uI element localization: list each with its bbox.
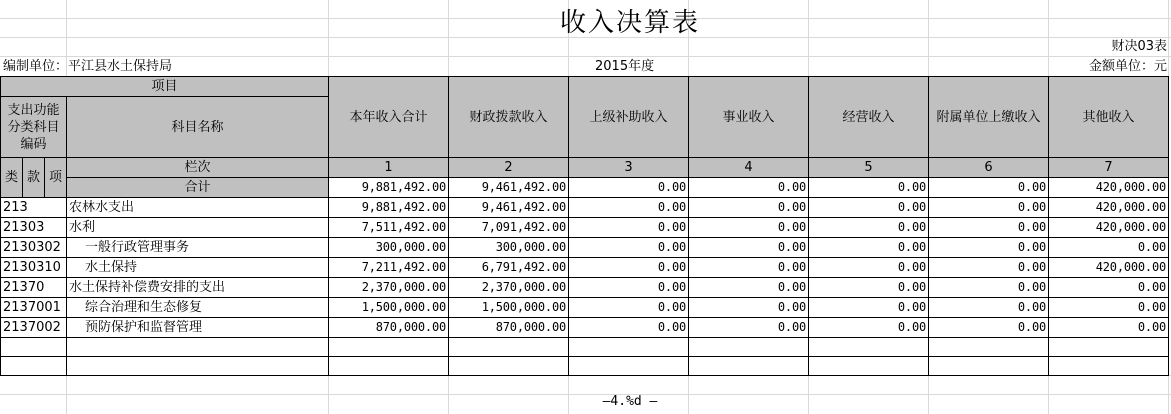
grid-row-line — [0, 56, 1171, 57]
amount-cell: 1,500,000.00 — [329, 298, 449, 318]
amount-cell: 0.00 — [689, 258, 809, 278]
subject-code: 21370 — [1, 278, 67, 298]
subject-name: 水土保持 — [67, 258, 329, 278]
total-cell: 420,000.00 — [1049, 178, 1169, 198]
amount-cell: 870,000.00 — [329, 318, 449, 338]
income-table — [0, 76, 1169, 376]
header-row-order: 栏次 — [67, 158, 329, 178]
amount-cell: 0.00 — [569, 298, 689, 318]
amount-cell: 0.00 — [569, 218, 689, 238]
amount-cell: 0.00 — [809, 318, 929, 338]
col-header-2: 财政拨款收入 — [449, 77, 569, 158]
amount-cell: 0.00 — [689, 238, 809, 258]
amount-cell: 420,000.00 — [1049, 258, 1169, 278]
col-header-7: 其他收入 — [1049, 77, 1169, 158]
col-number-4: 4 — [689, 158, 809, 178]
col-header-4: 事业收入 — [689, 77, 809, 158]
amount-cell: 0.00 — [569, 258, 689, 278]
amount-cell: 420,000.00 — [1049, 198, 1169, 218]
amount-cell: 0.00 — [929, 278, 1049, 298]
amount-cell: 0.00 — [1049, 278, 1169, 298]
table-row — [1, 298, 1169, 318]
header-lei: 类 — [1, 158, 23, 198]
amount-cell: 9,461,492.00 — [449, 198, 569, 218]
subject-code: 2137002 — [1, 318, 67, 338]
total-cell: 9,881,492.00 — [329, 178, 449, 198]
header-func-code: 支出功能分类科目编码 — [1, 97, 67, 158]
col-header-6: 附属单位上缴收入 — [929, 77, 1049, 158]
col-number-3: 3 — [569, 158, 689, 178]
amount-cell: 0.00 — [929, 238, 1049, 258]
amount-cell: 300,000.00 — [449, 238, 569, 258]
subject-code: 21303 — [1, 218, 67, 238]
table-row — [1, 218, 1169, 238]
col-number-6: 6 — [929, 158, 1049, 178]
amount-cell: 9,881,492.00 — [329, 198, 449, 218]
amount-cell: 0.00 — [809, 218, 929, 238]
subject-code: 213 — [1, 198, 67, 218]
amount-cell: 7,091,492.00 — [449, 218, 569, 238]
amount-cell: 0.00 — [929, 258, 1049, 278]
table-row — [1, 258, 1169, 278]
total-row — [1, 178, 1169, 198]
col-number-1: 1 — [329, 158, 449, 178]
total-label: 合计 — [67, 178, 329, 198]
amount-cell: 0.00 — [809, 238, 929, 258]
amount-cell: 0.00 — [809, 258, 929, 278]
fiscal-year: 2015年度 — [595, 59, 655, 74]
amount-cell: 0.00 — [929, 198, 1049, 218]
amount-cell: 0.00 — [689, 318, 809, 338]
table-row — [1, 278, 1169, 298]
amount-cell: 0.00 — [569, 198, 689, 218]
subject-code: 2130302 — [1, 238, 67, 258]
subject-code: 2137001 — [1, 298, 67, 318]
amount-cell: 7,211,492.00 — [329, 258, 449, 278]
amount-cell: 0.00 — [809, 198, 929, 218]
page-title: 收入决算表 — [559, 8, 700, 38]
amount-cell: 300,000.00 — [329, 238, 449, 258]
col-number-7: 7 — [1049, 158, 1169, 178]
table-row — [1, 238, 1169, 258]
col-number-2: 2 — [449, 158, 569, 178]
header-subject-name: 科目名称 — [67, 97, 329, 158]
subject-name: 水利 — [67, 218, 329, 238]
header-xiang: 项 — [45, 158, 67, 198]
table-row — [1, 318, 1169, 338]
subject-name: 预防保护和监督管理 — [67, 318, 329, 338]
amount-cell: 0.00 — [689, 298, 809, 318]
amount-cell: 0.00 — [1049, 238, 1169, 258]
total-cell: 0.00 — [569, 178, 689, 198]
subject-code: 2130310 — [1, 258, 67, 278]
header-item: 项目 — [1, 77, 329, 97]
amount-cell: 0.00 — [929, 318, 1049, 338]
blank-row — [1, 357, 1169, 376]
page-footer: —4.%d — — [602, 394, 658, 409]
amount-cell: 0.00 — [569, 238, 689, 258]
total-cell: 0.00 — [689, 178, 809, 198]
col-header-3: 上级补助收入 — [569, 77, 689, 158]
amount-cell: 0.00 — [809, 298, 929, 318]
col-header-5: 经营收入 — [809, 77, 929, 158]
amount-cell: 2,370,000.00 — [449, 278, 569, 298]
currency-unit: 金额单位：元 — [1088, 59, 1167, 74]
amount-cell: 870,000.00 — [449, 318, 569, 338]
amount-cell: 0.00 — [1049, 298, 1169, 318]
amount-cell: 0.00 — [569, 278, 689, 298]
subject-name: 综合治理和生态修复 — [67, 298, 329, 318]
amount-cell: 420,000.00 — [1049, 218, 1169, 238]
total-cell: 9,461,492.00 — [449, 178, 569, 198]
amount-cell: 7,511,492.00 — [329, 218, 449, 238]
amount-cell: 0.00 — [689, 218, 809, 238]
amount-cell: 6,791,492.00 — [449, 258, 569, 278]
col-number-5: 5 — [809, 158, 929, 178]
amount-cell: 0.00 — [929, 298, 1049, 318]
subject-name: 一般行政管理事务 — [67, 238, 329, 258]
amount-cell: 0.00 — [1049, 318, 1169, 338]
amount-cell: 0.00 — [809, 278, 929, 298]
amount-cell: 0.00 — [569, 318, 689, 338]
subject-name: 农林水支出 — [67, 198, 329, 218]
amount-cell: 0.00 — [689, 198, 809, 218]
prepared-by: 编制单位：平江县水土保持局 — [3, 59, 173, 74]
total-cell: 0.00 — [809, 178, 929, 198]
form-number: 财决03表 — [1111, 39, 1167, 54]
amount-cell: 1,500,000.00 — [449, 298, 569, 318]
table-row — [1, 198, 1169, 218]
amount-cell: 0.00 — [689, 278, 809, 298]
col-header-1: 本年收入合计 — [329, 77, 449, 158]
total-cell: 0.00 — [929, 178, 1049, 198]
blank-row — [1, 338, 1169, 357]
header-kuan: 款 — [23, 158, 45, 198]
subject-name: 水土保持补偿费安排的支出 — [67, 278, 329, 298]
amount-cell: 0.00 — [929, 218, 1049, 238]
amount-cell: 2,370,000.00 — [329, 278, 449, 298]
